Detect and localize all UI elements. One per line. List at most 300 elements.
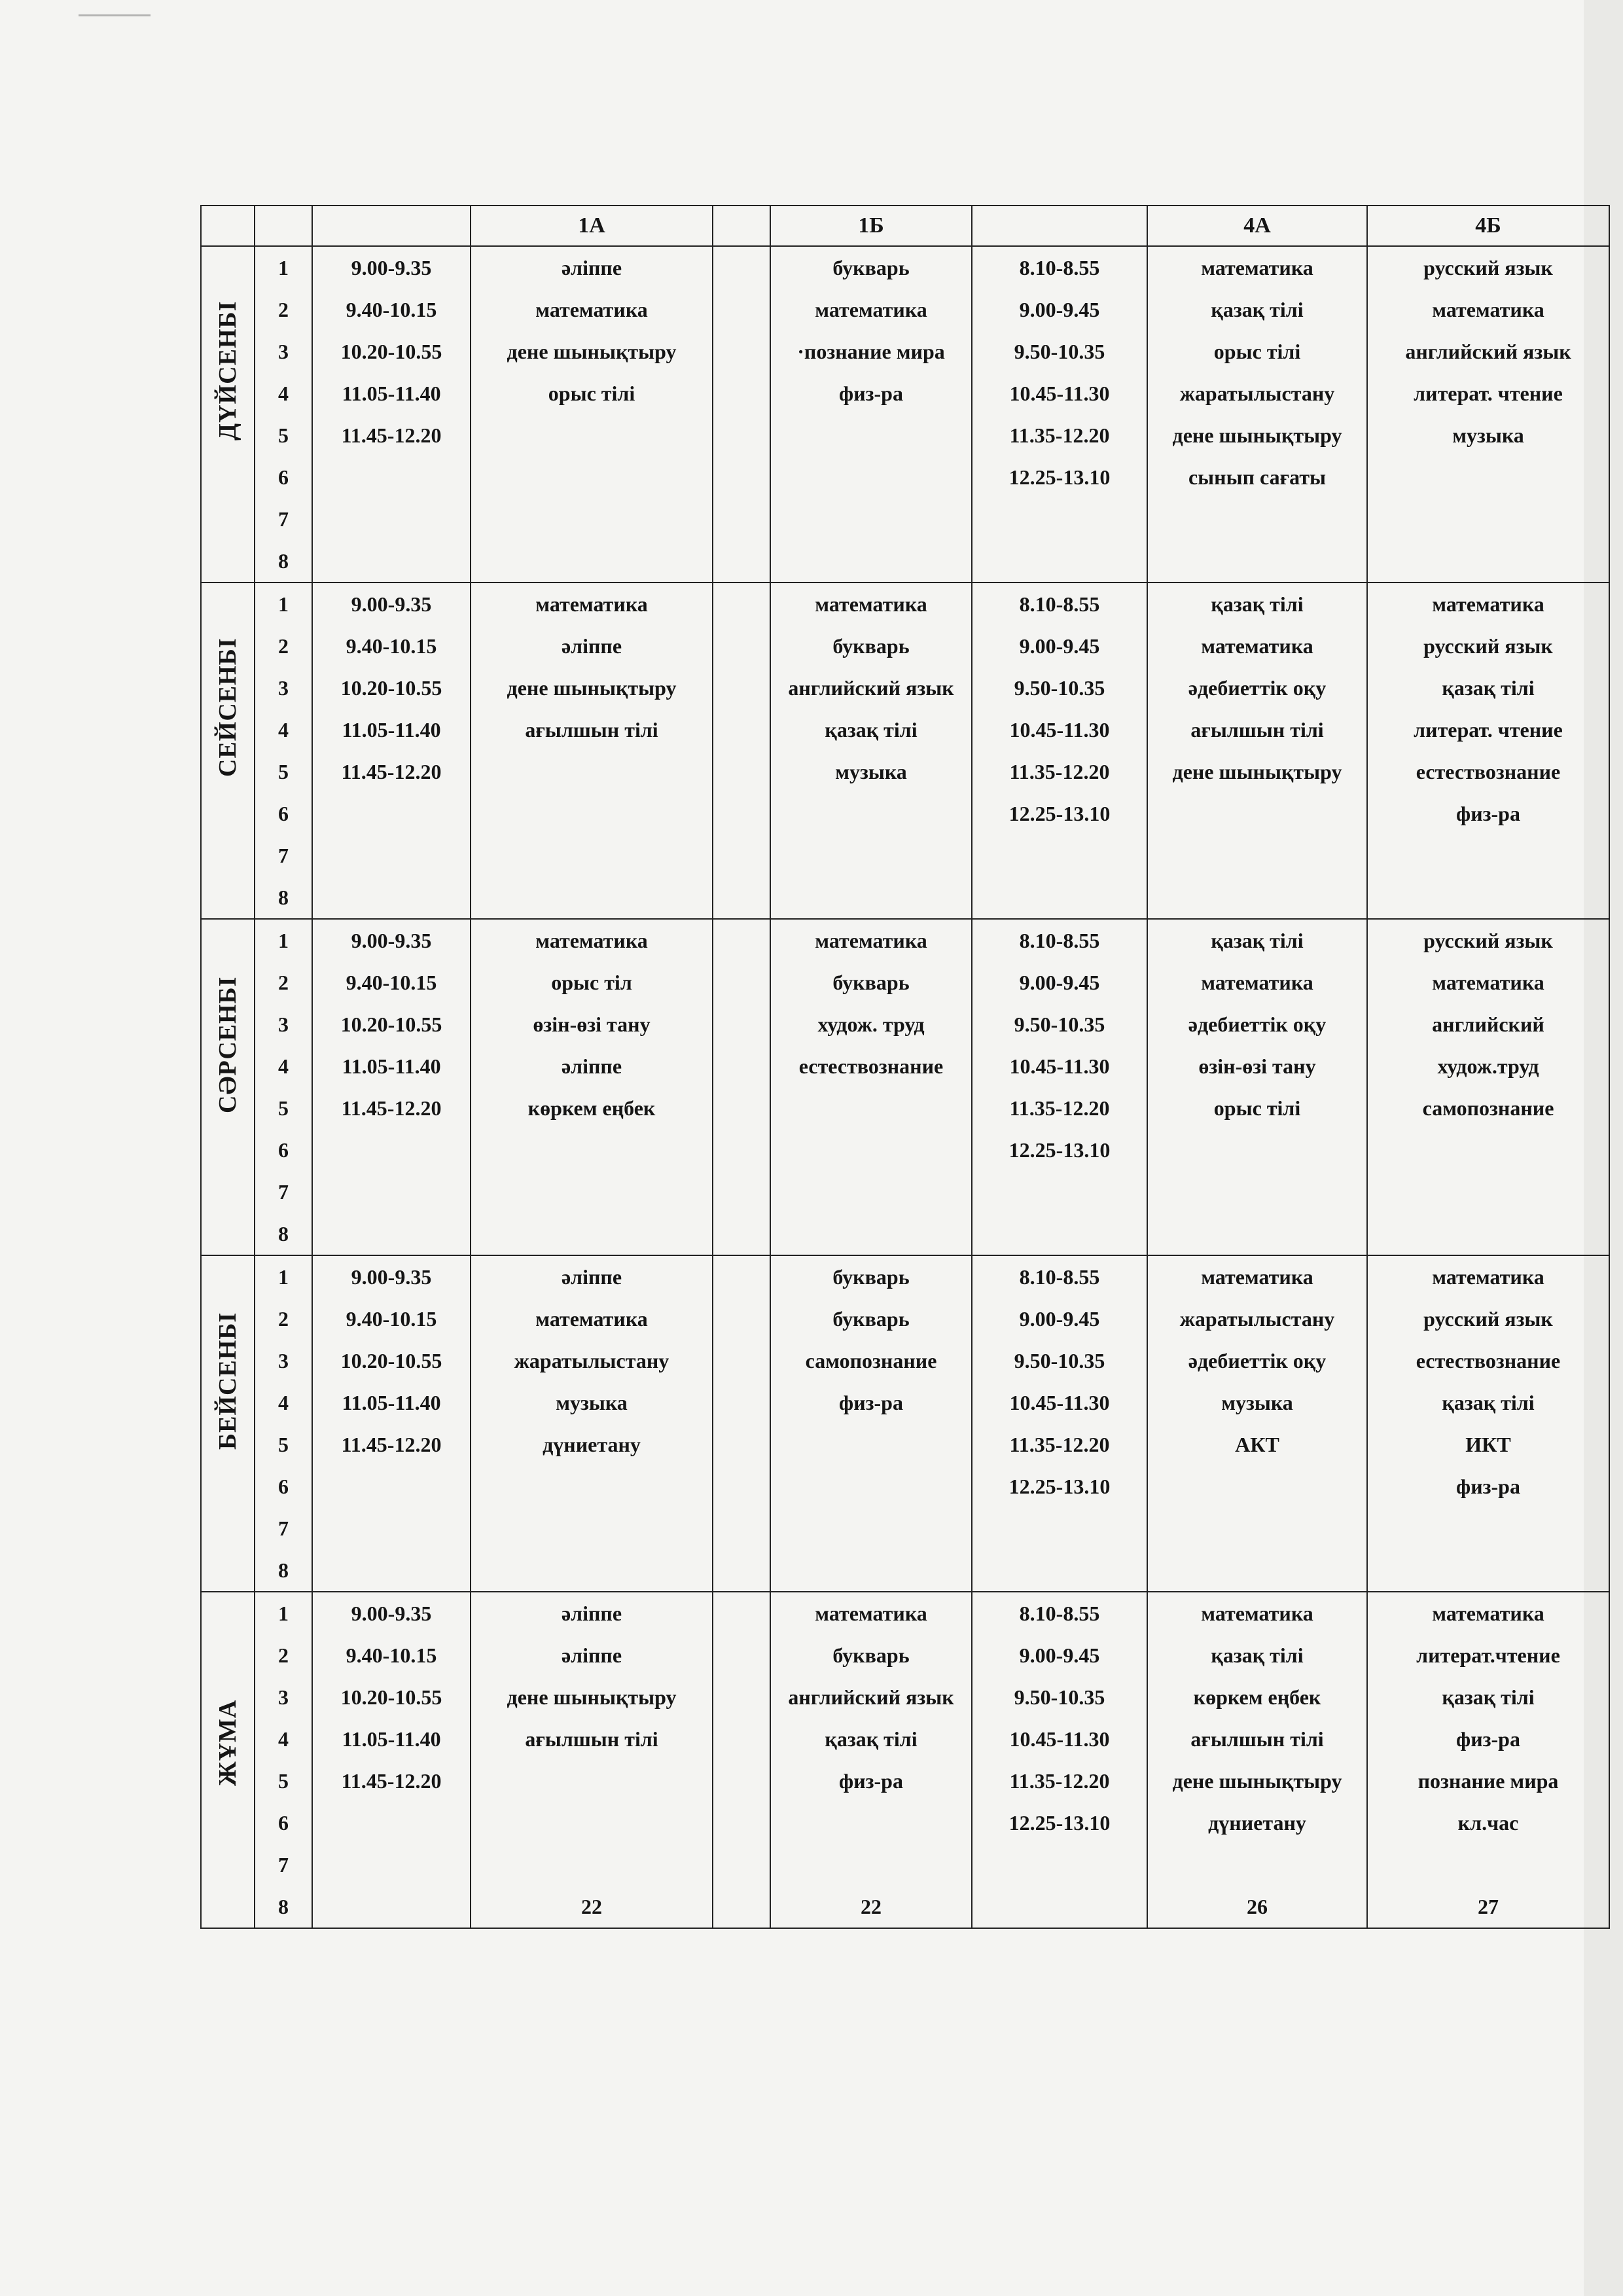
lesson-time: [972, 498, 1147, 540]
lesson-subject: [713, 920, 770, 961]
column-c4B: [1367, 246, 1609, 583]
weekly-total: 26: [1247, 1895, 1268, 1918]
day-name: ДҮЙСЕНБІ: [214, 300, 241, 440]
column-nums: [255, 583, 312, 919]
lesson-subject: [471, 1844, 712, 1886]
lesson-number: 1: [278, 929, 289, 952]
lesson-subject: [713, 1676, 770, 1718]
lesson-time: 12.25-13.10: [1008, 1811, 1111, 1835]
lesson-subject: [713, 1298, 770, 1340]
lesson-time: 11.35-12.20: [1009, 1433, 1110, 1456]
lesson-subject: [471, 1760, 712, 1802]
lesson-subject: қазақ тілі: [1211, 1643, 1304, 1667]
lesson-subject: [771, 1171, 971, 1213]
day-name: СЕЙСЕНБІ: [214, 637, 241, 777]
lesson-number: 2: [278, 1643, 289, 1667]
lesson-time: 11.35-12.20: [1009, 1769, 1110, 1793]
header-row: [201, 206, 1609, 246]
lesson-time: 9.00-9.35: [351, 929, 432, 952]
lesson-subject: [1368, 1844, 1609, 1886]
lesson-time: 9.00-9.45: [1019, 1307, 1100, 1331]
lesson-time: 9.50-10.35: [1014, 340, 1105, 363]
lesson-time: 9.40-10.15: [346, 634, 437, 658]
lesson-subject: букварь: [832, 971, 910, 994]
lesson-number: 4: [278, 718, 289, 742]
lesson-subject: қазақ тілі: [1442, 1685, 1535, 1709]
lesson-number: 2: [278, 1307, 289, 1331]
lesson-subject: дене шынықтыру: [1172, 760, 1342, 783]
lesson-subject: [713, 667, 770, 709]
lesson-time: [972, 1507, 1147, 1549]
lesson-subject: қазақ тілі: [825, 718, 918, 742]
lesson-subject: математика: [815, 298, 927, 321]
lesson-number: 8: [278, 1558, 289, 1582]
column-t4: [972, 246, 1147, 583]
lesson-time: [972, 1171, 1147, 1213]
lesson-subject: [713, 1003, 770, 1045]
lesson-time: 12.25-13.10: [1008, 1475, 1111, 1498]
lesson-number: 1: [278, 1602, 289, 1625]
lesson-subject: [713, 751, 770, 793]
lesson-subject: [713, 289, 770, 331]
lesson-time: [972, 1549, 1147, 1591]
lesson-time: 9.50-10.35: [1014, 1349, 1105, 1372]
weekly-total: 22: [581, 1895, 602, 1918]
lesson-subject: [713, 1844, 770, 1886]
lesson-time: 11.45-12.20: [341, 1433, 442, 1456]
lesson-subject: дүниетану: [1208, 1811, 1306, 1835]
lesson-subject: физ-ра: [839, 382, 903, 405]
lesson-subject: [771, 1844, 971, 1886]
lesson-subject: естествознание: [1416, 760, 1561, 783]
lesson-subject: [1368, 834, 1609, 876]
lesson-subject: өзін-өзі тану: [1198, 1054, 1316, 1078]
lesson-subject: [1368, 1549, 1609, 1591]
lesson-subject: [1368, 876, 1609, 918]
lesson-subject: русский язык: [1423, 1307, 1553, 1331]
lesson-subject: [771, 1087, 971, 1129]
lesson-subject: [713, 1802, 770, 1844]
lesson-subject: математика: [1201, 971, 1313, 994]
lesson-subject: ағылшын тілі: [525, 718, 658, 742]
lesson-subject: [713, 625, 770, 667]
lesson-subject: жаратылыстану: [514, 1349, 669, 1372]
lesson-subject: орыс тіл: [551, 971, 632, 994]
lesson-subject: [713, 1045, 770, 1087]
lesson-time: [313, 540, 470, 582]
lesson-subject: [713, 1507, 770, 1549]
lesson-number: 8: [278, 1222, 289, 1246]
lesson-subject: естествознание: [798, 1054, 944, 1078]
lesson-time: [313, 1171, 470, 1213]
lesson-subject: математика: [815, 929, 927, 952]
lesson-subject: [1368, 456, 1609, 498]
lesson-time: 9.40-10.15: [346, 971, 437, 994]
lesson-time: [313, 456, 470, 498]
lesson-time: [972, 1886, 1147, 1928]
lesson-subject: дүниетану: [543, 1433, 641, 1456]
lesson-time: 11.45-12.20: [341, 1769, 442, 1793]
lesson-subject: [713, 793, 770, 834]
lesson-subject: кл.час: [1457, 1811, 1519, 1835]
lesson-time: [313, 1465, 470, 1507]
column-c1A: [471, 1592, 713, 1928]
column-c1B: [770, 919, 972, 1255]
lesson-subject: [713, 583, 770, 625]
lesson-subject: орыс тілі: [1213, 340, 1301, 363]
column-t1: [312, 1592, 471, 1928]
lesson-subject: [713, 876, 770, 918]
lesson-number: 6: [278, 1138, 289, 1162]
lesson-subject: әліппе: [561, 634, 622, 658]
column-nums: [255, 1592, 312, 1928]
lesson-subject: [771, 876, 971, 918]
lesson-subject: [771, 793, 971, 834]
day-name-cell: [201, 583, 255, 919]
lesson-subject: математика: [1201, 256, 1313, 279]
lesson-subject: букварь: [832, 634, 910, 658]
lesson-subject: [471, 498, 712, 540]
header-4b: 4Б: [1367, 206, 1609, 246]
lesson-time: [972, 540, 1147, 582]
lesson-subject: самопознание: [805, 1349, 937, 1372]
lesson-subject: [1148, 1549, 1366, 1591]
header-blank: [713, 206, 770, 246]
lesson-number: 7: [278, 1180, 289, 1204]
lesson-subject: дене шынықтыру: [1172, 1769, 1342, 1793]
header-day: [201, 206, 255, 246]
lesson-subject: дене шынықтыру: [507, 676, 677, 700]
column-c4B: [1367, 919, 1609, 1255]
lesson-subject: [713, 1256, 770, 1298]
header-time-1: [312, 206, 471, 246]
lesson-number: 6: [278, 465, 289, 489]
lesson-subject: [471, 1549, 712, 1591]
lesson-subject: қазақ тілі: [1442, 1391, 1535, 1414]
day-name-cell: [201, 1592, 255, 1928]
lesson-subject: [771, 1129, 971, 1171]
column-c4A: [1147, 583, 1367, 919]
lesson-subject: [713, 414, 770, 456]
lesson-time: 9.50-10.35: [1014, 1685, 1105, 1709]
lesson-subject: [1368, 1129, 1609, 1171]
lesson-subject: литерат. чтение: [1414, 718, 1563, 742]
lesson-subject: дене шынықтыру: [507, 1685, 677, 1709]
lesson-number: 2: [278, 971, 289, 994]
column-blank: [713, 919, 770, 1255]
lesson-subject: математика: [535, 929, 648, 952]
lesson-time: 10.20-10.55: [340, 1013, 442, 1036]
lesson-subject: математика: [535, 592, 648, 616]
lesson-subject: [471, 1129, 712, 1171]
lesson-time: [972, 876, 1147, 918]
lesson-subject: физ-ра: [839, 1391, 903, 1414]
lesson-subject: [771, 1424, 971, 1465]
lesson-subject: [471, 1465, 712, 1507]
lesson-subject: физ-ра: [1456, 1475, 1520, 1498]
column-t1: [312, 246, 471, 583]
lesson-number: 2: [278, 298, 289, 321]
lesson-subject: физ-ра: [839, 1769, 903, 1793]
lesson-subject: [713, 247, 770, 289]
column-blank: [713, 1592, 770, 1928]
lesson-subject: [771, 456, 971, 498]
lesson-subject: көркем еңбек: [527, 1096, 656, 1120]
lesson-subject: познание мира: [1418, 1769, 1559, 1793]
weekly-total: 22: [861, 1895, 882, 1918]
lesson-subject: [713, 1129, 770, 1171]
lesson-subject: [1148, 1465, 1366, 1507]
column-t4: [972, 919, 1147, 1255]
column-c4A: [1147, 919, 1367, 1255]
lesson-number: 4: [278, 382, 289, 405]
lesson-time: 8.10-8.55: [1019, 929, 1100, 952]
lesson-time: 9.50-10.35: [1014, 676, 1105, 700]
lesson-time: 10.45-11.30: [1009, 718, 1110, 742]
lesson-subject: [1368, 1213, 1609, 1255]
lesson-subject: [1148, 498, 1366, 540]
lesson-subject: қазақ тілі: [1211, 929, 1304, 952]
column-c1A: [471, 246, 713, 583]
lesson-subject: [713, 1213, 770, 1255]
lesson-subject: қазақ тілі: [1211, 298, 1304, 321]
lesson-subject: [1368, 540, 1609, 582]
lesson-time: 10.45-11.30: [1009, 1391, 1110, 1414]
lesson-subject: [771, 540, 971, 582]
lesson-number: 1: [278, 1265, 289, 1289]
lesson-subject: английский: [1432, 1013, 1544, 1036]
column-t4: [972, 583, 1147, 919]
lesson-number: 2: [278, 634, 289, 658]
day-block: [201, 246, 1609, 583]
column-t1: [312, 583, 471, 919]
lesson-time: 12.25-13.10: [1008, 1138, 1111, 1162]
lesson-subject: [713, 372, 770, 414]
lesson-subject: ағылшын тілі: [525, 1727, 658, 1751]
lesson-time: [313, 1844, 470, 1886]
lesson-subject: дене шынықтыру: [507, 340, 677, 363]
lesson-subject: [713, 1592, 770, 1634]
lesson-time: [313, 1507, 470, 1549]
lesson-subject: [471, 1171, 712, 1213]
lesson-subject: русский язык: [1423, 634, 1553, 658]
lesson-subject: [471, 876, 712, 918]
lesson-subject: орыс тілі: [1213, 1096, 1301, 1120]
lesson-subject: математика: [1432, 298, 1544, 321]
lesson-time: [972, 834, 1147, 876]
column-c4A: [1147, 1592, 1367, 1928]
lesson-subject: көркем еңбек: [1193, 1685, 1321, 1709]
lesson-subject: [713, 1760, 770, 1802]
lesson-number: 8: [278, 1895, 289, 1918]
lesson-subject: худож. труд: [817, 1013, 925, 1036]
lesson-subject: литерат.чтение: [1416, 1643, 1560, 1667]
header-1a: 1А: [471, 206, 713, 246]
lesson-subject: физ-ра: [1456, 1727, 1520, 1751]
lesson-time: [313, 1802, 470, 1844]
day-name-cell: [201, 919, 255, 1255]
lesson-subject: английский язык: [788, 676, 954, 700]
lesson-subject: [1368, 1171, 1609, 1213]
lesson-subject: музыка: [1221, 1391, 1293, 1414]
lesson-number: 3: [278, 1013, 289, 1036]
lesson-time: 8.10-8.55: [1019, 1602, 1100, 1625]
lesson-subject: [1148, 1844, 1366, 1886]
lesson-subject: [1148, 834, 1366, 876]
lesson-number: 3: [278, 1349, 289, 1372]
lesson-subject: жаратылыстану: [1179, 1307, 1335, 1331]
lesson-time: 9.00-9.45: [1019, 1643, 1100, 1667]
lesson-number: 8: [278, 886, 289, 909]
lesson-subject: [771, 1465, 971, 1507]
lesson-subject: [471, 414, 712, 456]
column-t4: [972, 1592, 1147, 1928]
lesson-subject: математика: [535, 298, 648, 321]
lesson-subject: [771, 1549, 971, 1591]
lesson-subject: [1148, 1507, 1366, 1549]
column-blank: [713, 583, 770, 919]
lesson-time: 10.20-10.55: [340, 1685, 442, 1709]
lesson-subject: қазақ тілі: [1442, 676, 1535, 700]
column-blank: [713, 246, 770, 583]
lesson-subject: әдебиеттік оқу: [1188, 676, 1327, 700]
lesson-subject: [1148, 1171, 1366, 1213]
lesson-time: 11.35-12.20: [1009, 760, 1110, 783]
lesson-subject: өзін-өзі тану: [533, 1013, 651, 1036]
lesson-time: 8.10-8.55: [1019, 592, 1100, 616]
lesson-subject: математика: [1201, 634, 1313, 658]
column-nums: [255, 919, 312, 1255]
column-c4B: [1367, 1255, 1609, 1592]
lesson-subject: математика: [1432, 1265, 1544, 1289]
lesson-subject: [471, 793, 712, 834]
lesson-time: 8.10-8.55: [1019, 1265, 1100, 1289]
lesson-time: [313, 498, 470, 540]
lesson-subject: қазақ тілі: [825, 1727, 918, 1751]
lesson-number: 7: [278, 844, 289, 867]
lesson-time: 9.00-9.45: [1019, 634, 1100, 658]
lesson-subject: математика: [1201, 1602, 1313, 1625]
lesson-subject: [771, 1802, 971, 1844]
lesson-subject: букварь: [832, 1307, 910, 1331]
lesson-time: [313, 834, 470, 876]
lesson-subject: [1368, 498, 1609, 540]
lesson-subject: [713, 331, 770, 372]
lesson-time: 11.45-12.20: [341, 1096, 442, 1120]
lesson-subject: сынып сағаты: [1188, 465, 1327, 489]
lesson-subject: [1368, 1507, 1609, 1549]
column-t1: [312, 919, 471, 1255]
lesson-subject: музыка: [1452, 423, 1524, 447]
lesson-time: 11.05-11.40: [342, 718, 441, 742]
lesson-subject: қазақ тілі: [1211, 592, 1304, 616]
lesson-subject: [713, 456, 770, 498]
lesson-subject: худож.труд: [1437, 1054, 1539, 1078]
lesson-subject: математика: [815, 1602, 927, 1625]
lesson-subject: әліппе: [561, 1643, 622, 1667]
lesson-subject: ИКТ: [1465, 1433, 1511, 1456]
column-c1B: [770, 1592, 972, 1928]
lesson-time: 11.35-12.20: [1009, 423, 1110, 447]
lesson-subject: әдебиеттік оқу: [1188, 1013, 1327, 1036]
lesson-number: 5: [278, 1433, 289, 1456]
lesson-subject: русский язык: [1423, 929, 1553, 952]
lesson-time: 10.20-10.55: [340, 1349, 442, 1372]
lesson-subject: математика: [1432, 1602, 1544, 1625]
lesson-subject: әліппе: [561, 1054, 622, 1078]
column-c1A: [471, 583, 713, 919]
column-c1B: [770, 583, 972, 919]
column-c1B: [770, 1255, 972, 1592]
column-c4B: [1367, 1592, 1609, 1928]
lesson-time: 11.05-11.40: [342, 1054, 441, 1078]
lesson-subject: математика: [1201, 1265, 1313, 1289]
lesson-number: 7: [278, 507, 289, 531]
lesson-subject: жаратылыстану: [1179, 382, 1335, 405]
lesson-subject: [771, 834, 971, 876]
lesson-number: 3: [278, 1685, 289, 1709]
lesson-time: 9.00-9.35: [351, 1602, 432, 1625]
lesson-subject: [471, 540, 712, 582]
lesson-time: [313, 1129, 470, 1171]
lesson-number: 3: [278, 340, 289, 363]
lesson-subject: [713, 1634, 770, 1676]
lesson-time: [313, 793, 470, 834]
lesson-subject: [471, 1507, 712, 1549]
lesson-subject: дене шынықтыру: [1172, 423, 1342, 447]
lesson-subject: ағылшын тілі: [1190, 1727, 1324, 1751]
lesson-subject: математика: [1432, 971, 1544, 994]
lesson-subject: [771, 1507, 971, 1549]
lesson-subject: [713, 1087, 770, 1129]
day-name-cell: [201, 1255, 255, 1592]
day-name: ЖҰМА: [214, 1699, 241, 1786]
lesson-time: [972, 1844, 1147, 1886]
lesson-subject: [713, 834, 770, 876]
lesson-number: 4: [278, 1391, 289, 1414]
lesson-time: 11.05-11.40: [342, 1727, 441, 1751]
lesson-time: 11.45-12.20: [341, 423, 442, 447]
lesson-subject: [471, 1802, 712, 1844]
lesson-subject: әліппе: [561, 1265, 622, 1289]
lesson-number: 1: [278, 256, 289, 279]
column-nums: [255, 1255, 312, 1592]
lesson-number: 7: [278, 1853, 289, 1876]
lesson-subject: әліппе: [561, 256, 622, 279]
lesson-number: 4: [278, 1727, 289, 1751]
lesson-subject: АКТ: [1235, 1433, 1279, 1456]
lesson-number: 5: [278, 423, 289, 447]
lesson-time: 9.00-9.35: [351, 592, 432, 616]
lesson-number: 8: [278, 549, 289, 573]
lesson-subject: английский язык: [788, 1685, 954, 1709]
day-name: БЕЙСЕНБІ: [214, 1312, 241, 1450]
column-c1A: [471, 1255, 713, 1592]
lesson-subject: математика: [815, 592, 927, 616]
lesson-subject: [1148, 1213, 1366, 1255]
lesson-subject: [713, 1340, 770, 1382]
column-c4A: [1147, 246, 1367, 583]
lesson-subject: [713, 1465, 770, 1507]
lesson-time: 9.00-9.45: [1019, 298, 1100, 321]
lesson-time: 10.45-11.30: [1009, 1054, 1110, 1078]
lesson-subject: букварь: [832, 256, 910, 279]
header-time-4: [972, 206, 1147, 246]
lesson-time: 9.00-9.35: [351, 256, 432, 279]
lesson-subject: [771, 1213, 971, 1255]
lesson-time: 11.45-12.20: [341, 760, 442, 783]
lesson-time: 9.40-10.15: [346, 298, 437, 321]
